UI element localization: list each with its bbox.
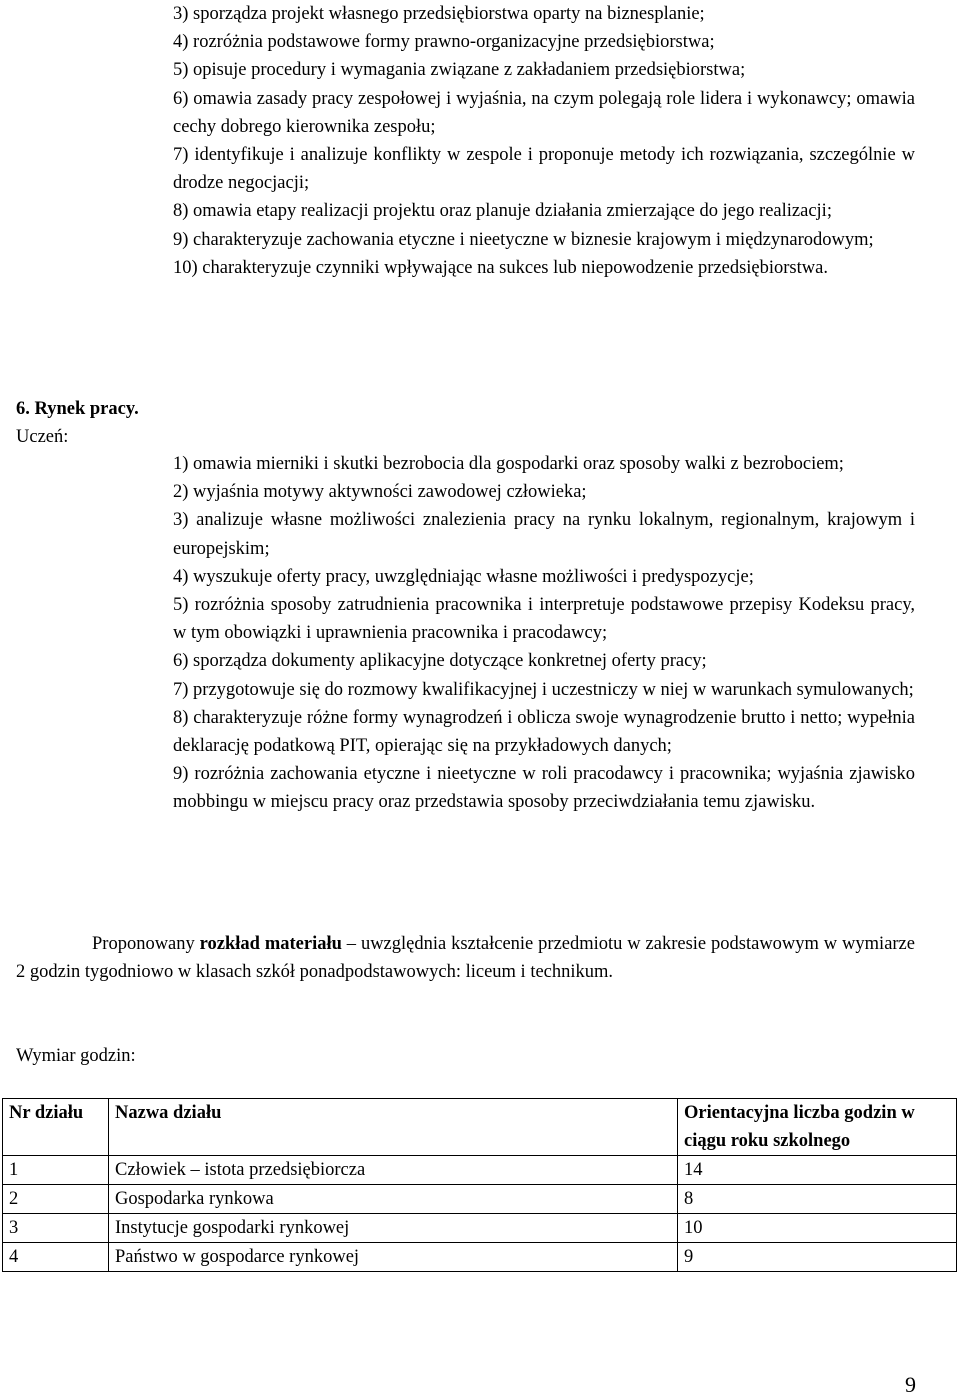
list-item: 4) rozróżnia podstawowe formy prawno-organizacyjne przedsiębiorstwa; <box>173 32 715 53</box>
table-row <box>3 1214 957 1243</box>
list-item: 5) opisuje procedury i wymagania związane z zakładaniem przedsiębiorstwa; <box>173 60 746 81</box>
cell-nr: 4 <box>3 1243 109 1272</box>
cell-hours: 8 <box>678 1185 957 1214</box>
list-item: 6) omawia zasady pracy zespołowej i wyjaśnia, na czym polegają role lidera i wykonawcy; omawia cechy dobrego kierownika zespołu; <box>173 88 915 137</box>
intro-text-end: – uwzględnia kształcenie przedmiotu w zakresie podstawowym w wymiarze 2 godzin tygodniowo w klasach szkół ponadpodstawowych: liceum i technikum. <box>16 934 915 983</box>
cell-nr: 3 <box>3 1214 109 1243</box>
intro-paragraph <box>16 930 915 986</box>
column-header-name: Nazwa działu <box>109 1099 678 1156</box>
cell-name: Człowiek – istota przedsiębiorcza <box>109 1156 678 1185</box>
list-item: 2) wyjaśnia motywy aktywności zawodowej człowieka; <box>173 482 587 503</box>
cell-nr: 1 <box>3 1156 109 1185</box>
cell-hours: 9 <box>678 1243 957 1272</box>
column-header-hours: Orientacyjna liczba godzin w ciągu roku szkolnego <box>678 1099 957 1156</box>
section-heading <box>16 395 139 451</box>
objectives-list-continued <box>173 0 915 282</box>
list-item: 3) analizuje własne możliwości znalezienia pracy na rynku lokalnym, regionalnym, krajowym i europejskim; <box>173 510 915 559</box>
table-row <box>3 1243 957 1272</box>
list-item: 9) rozróżnia zachowania etyczne i nieetyczne w roli pracodawcy i pracownika; wyjaśnia zjawisko mobbingu w miejscu pracy oraz przedstawia sposoby przeciwdziałania temu zjawisku. <box>173 764 915 813</box>
student-label: Uczeń: <box>16 427 69 448</box>
list-item: 7) przygotowuje się do rozmowy kwalifikacyjnej i uczestniczy w niej w warunkach symulowanych; <box>173 679 914 700</box>
hours-table <box>2 1098 957 1272</box>
list-item: 6) sporządza dokumenty aplikacyjne dotyczące konkretnej oferty pracy; <box>173 651 707 672</box>
list-item: 8) omawia etapy realizacji projektu oraz planuje działania zmierzające do jego realizacji; <box>173 201 832 222</box>
list-item: 4) wyszukuje oferty pracy, uwzględniając własne możliwości i predyspozycje; <box>173 566 754 587</box>
cell-name: Gospodarka rynkowa <box>109 1185 678 1214</box>
list-item: 5) rozróżnia sposoby zatrudnienia pracownika i interpretuje podstawowe przepisy Kodeksu pracy, w tym obowiązki i uprawnienia pracownika i pracodawcy; <box>173 595 915 644</box>
table-row <box>3 1185 957 1214</box>
list-item: 9) charakteryzuje zachowania etyczne i nieetyczne w biznesie krajowym i międzynarodowym; <box>173 229 874 250</box>
list-item: 3) sporządza projekt własnego przedsiębiorstwa oparty na biznesplanie; <box>173 4 705 24</box>
list-item: 8) charakteryzuje różne formy wynagrodzeń i oblicza swoje wynagrodzenie brutto i netto; wypełnia deklarację podatkową PIT, opierając się na przykładowych danych; <box>173 707 915 757</box>
hours-label: Wymiar godzin: <box>16 1046 136 1066</box>
cell-name: Instytucje gospodarki rynkowej <box>109 1214 678 1243</box>
cell-name: Państwo w gospodarce rynkowej <box>109 1243 678 1272</box>
cell-hours: 14 <box>678 1156 957 1185</box>
cell-nr: 2 <box>3 1185 109 1214</box>
cell-hours: 10 <box>678 1214 957 1243</box>
labor-market-objectives-list <box>173 450 915 817</box>
column-header-nr: Nr działu <box>3 1099 109 1156</box>
list-item: 10) charakteryzuje czynniki wpływające na sukces lub niepowodzenie przedsiębiorstwa. <box>173 257 828 278</box>
list-item: 7) identyfikuje i analizuje konflikty w zespole i proponuje metody ich rozwiązania, szczególnie w drodze negocjacji; <box>173 145 915 194</box>
list-item: 1) omawia mierniki i skutki bezrobocia dla gospodarki oraz sposoby walki z bezrobociem; <box>173 454 844 474</box>
page-number: 9 <box>905 1372 916 1397</box>
table-row <box>3 1156 957 1185</box>
section-title: 6. Rynek pracy. <box>16 399 139 419</box>
intro-text-start: Proponowany <box>92 934 200 954</box>
intro-bold-phrase: rozkład materiału <box>199 934 342 954</box>
table-header-row <box>3 1099 957 1156</box>
